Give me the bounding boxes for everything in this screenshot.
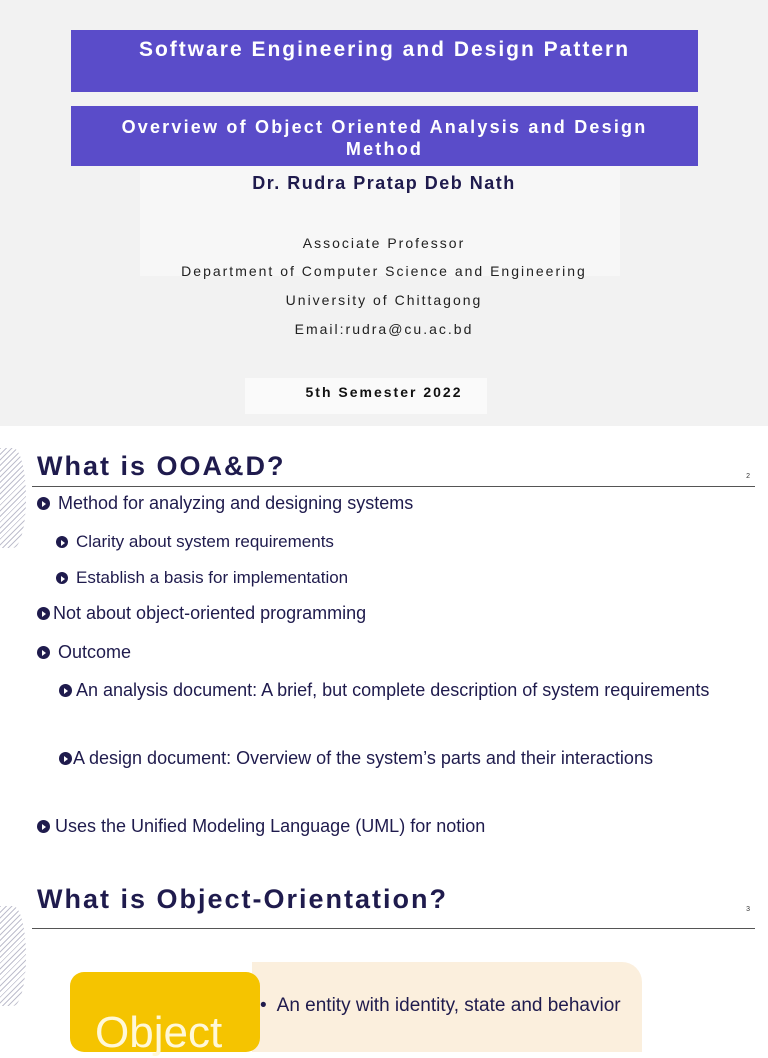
decorative-hatch-left (0, 448, 26, 548)
arrow-bullet-icon (37, 646, 50, 659)
title-divider (32, 486, 755, 487)
bullet-item: Method for analyzing and designing systems (37, 493, 413, 514)
author-university: University of Chittagong (285, 292, 483, 308)
arrow-bullet-icon (59, 684, 72, 697)
object-card-word: Object (95, 1008, 223, 1057)
semester-label: 5th Semester 2022 (305, 384, 463, 400)
bullet-dot-icon: • (260, 995, 267, 1016)
slide-title: What is OOA&D? (37, 451, 286, 481)
course-title-box (71, 30, 698, 92)
bullet-item: Outcome (37, 642, 131, 663)
author-name: Dr. Rudra Pratap Deb Nath (252, 173, 516, 193)
arrow-bullet-icon (37, 607, 50, 620)
arrow-bullet-icon (37, 820, 50, 833)
sub-bullet-item: Establish a basis for implementation (56, 568, 348, 588)
author-email: Email:rudra@cu.ac.bd (294, 321, 474, 337)
definition-text: • An entity with identity, state and behavior (260, 995, 621, 1016)
lecture-title-box (71, 106, 698, 166)
course-title: Software Engineering and Design Pattern (138, 38, 631, 61)
lecture-title: Overview of Object Oriented Analysis and Design Method (121, 117, 648, 159)
slide-title: What is Object-Orientation? (37, 884, 449, 914)
author-position: Associate Professor (302, 235, 466, 251)
sub-bullet-item: Clarity about system requirements (56, 532, 334, 552)
decorative-hatch-left (0, 906, 26, 1006)
bullet-item: Not about object-oriented programming (37, 603, 366, 624)
arrow-bullet-icon (37, 497, 50, 510)
page-number: 2 (746, 473, 750, 480)
title-divider (32, 928, 755, 929)
page-number: 3 (746, 906, 750, 913)
author-department: Department of Computer Science and Engineering (181, 263, 587, 279)
bullet-item: Uses the Unified Modeling Language (UML) for notion (37, 816, 485, 837)
outcome-design-item: A design document: Overview of the system’s parts and their interactions (59, 743, 739, 773)
outcome-analysis-item: An analysis document: A brief, but complete description of system requirements (59, 675, 739, 705)
arrow-bullet-icon (56, 572, 68, 584)
arrow-bullet-icon (59, 752, 72, 765)
arrow-bullet-icon (56, 536, 68, 548)
title-slide (0, 0, 768, 426)
